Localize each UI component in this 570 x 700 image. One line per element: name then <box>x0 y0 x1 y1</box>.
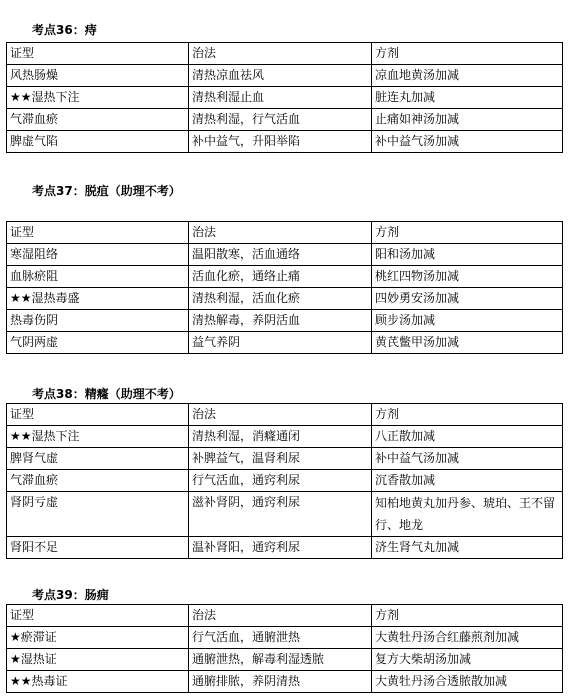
formula-cell: 济生肾气丸加减 <box>372 537 563 559</box>
syndrome-cell: ★湿热证 <box>7 649 189 671</box>
treatment-cell: 滋补肾阴，通窍利尿 <box>189 492 372 537</box>
syndrome-cell: 脾肾气虚 <box>7 448 189 470</box>
treatment-cell: 行气活血，通腑泄热 <box>189 627 372 649</box>
formula-cell: 阳和汤加减 <box>372 244 563 266</box>
table-row <box>7 244 563 266</box>
formula-cell: 四妙勇安汤加减 <box>372 288 563 310</box>
syndrome-table <box>6 604 563 693</box>
syndrome-cell: 气滞血瘀 <box>7 470 189 492</box>
formula-cell: 八正散加减 <box>372 426 563 448</box>
treatment-cell: 补中益气，升阳举陷 <box>189 131 372 153</box>
syndrome-cell: 气滞血瘀 <box>7 109 189 131</box>
table-row <box>7 65 563 87</box>
syndrome-table <box>6 403 563 559</box>
formula-cell: 凉血地黄汤加减 <box>372 65 563 87</box>
syndrome-table <box>6 42 563 153</box>
syndrome-cell: ★★热毒证 <box>7 671 189 693</box>
syndrome-cell: ★★湿热下注 <box>7 426 189 448</box>
header-cell: 方剂 <box>372 605 563 627</box>
treatment-cell: 益气养阴 <box>189 332 372 354</box>
treatment-cell: 清热凉血祛风 <box>189 65 372 87</box>
header-cell: 证型 <box>7 222 189 244</box>
table-row <box>7 627 563 649</box>
section-heading: 考点39：肠痈 <box>32 588 109 602</box>
section-heading: 考点36：痔 <box>32 23 97 37</box>
treatment-cell: 清热利湿，消癃通闭 <box>189 426 372 448</box>
header-cell: 方剂 <box>372 43 563 65</box>
treatment-cell: 清热解毒，养阴活血 <box>189 310 372 332</box>
header-cell: 证型 <box>7 605 189 627</box>
table-row <box>7 288 563 310</box>
table-row <box>7 109 563 131</box>
treatment-cell: 温阳散寒，活血通络 <box>189 244 372 266</box>
formula-cell: 知柏地黄丸加丹参、琥珀、王不留行、地龙 <box>372 492 563 537</box>
table-header-row <box>7 222 563 244</box>
formula-cell: 大黄牡丹汤合红藤煎剂加减 <box>372 627 563 649</box>
table-row <box>7 426 563 448</box>
treatment-cell: 清热利湿，行气活血 <box>189 109 372 131</box>
table-row <box>7 87 563 109</box>
table-row <box>7 266 563 288</box>
formula-cell: 黄芪鳖甲汤加减 <box>372 332 563 354</box>
header-cell: 方剂 <box>372 404 563 426</box>
table-header-row <box>7 404 563 426</box>
syndrome-cell: 热毒伤阴 <box>7 310 189 332</box>
header-cell: 治法 <box>189 222 372 244</box>
table-row <box>7 310 563 332</box>
treatment-cell: 活血化瘀，通络止痛 <box>189 266 372 288</box>
treatment-cell: 温补肾阳，通窍利尿 <box>189 537 372 559</box>
header-cell: 证型 <box>7 43 189 65</box>
syndrome-cell: ★瘀滞证 <box>7 627 189 649</box>
formula-cell: 脏连丸加减 <box>372 87 563 109</box>
treatment-cell: 通腑泄热，解毒利湿透脓 <box>189 649 372 671</box>
table-row <box>7 649 563 671</box>
formula-cell: 止痛如神汤加减 <box>372 109 563 131</box>
table-row <box>7 448 563 470</box>
formula-cell: 沉香散加减 <box>372 470 563 492</box>
header-cell: 方剂 <box>372 222 563 244</box>
formula-cell: 补中益气汤加减 <box>372 131 563 153</box>
table-row <box>7 332 563 354</box>
header-cell: 治法 <box>189 605 372 627</box>
syndrome-table <box>6 221 563 354</box>
syndrome-cell: ★★湿热毒盛 <box>7 288 189 310</box>
table-row <box>7 470 563 492</box>
syndrome-cell: 风热肠燥 <box>7 65 189 87</box>
section-heading: 考点38：精癃（助理不考） <box>32 387 181 401</box>
formula-cell: 补中益气汤加减 <box>372 448 563 470</box>
treatment-cell: 行气活血，通窍利尿 <box>189 470 372 492</box>
treatment-cell: 清热利湿，活血化瘀 <box>189 288 372 310</box>
header-cell: 证型 <box>7 404 189 426</box>
header-cell: 治法 <box>189 404 372 426</box>
syndrome-cell: 肾阳不足 <box>7 537 189 559</box>
syndrome-cell: 脾虚气陷 <box>7 131 189 153</box>
table-header-row <box>7 43 563 65</box>
table-header-row <box>7 605 563 627</box>
table-row <box>7 537 563 559</box>
treatment-cell: 清热利湿止血 <box>189 87 372 109</box>
section-heading: 考点37：脱疽（助理不考） <box>32 184 181 198</box>
formula-cell: 大黄牡丹汤合透脓散加减 <box>372 671 563 693</box>
formula-cell: 复方大柴胡汤加减 <box>372 649 563 671</box>
table-row <box>7 131 563 153</box>
formula-cell: 桃红四物汤加减 <box>372 266 563 288</box>
treatment-cell: 补脾益气，温肾利尿 <box>189 448 372 470</box>
formula-cell: 顾步汤加减 <box>372 310 563 332</box>
syndrome-cell: 肾阴亏虚 <box>7 492 189 537</box>
syndrome-cell: 寒湿阻络 <box>7 244 189 266</box>
table-row <box>7 492 563 537</box>
treatment-cell: 通腑排脓，养阴清热 <box>189 671 372 693</box>
syndrome-cell: 血脉瘀阻 <box>7 266 189 288</box>
table-row <box>7 671 563 693</box>
syndrome-cell: 气阴两虚 <box>7 332 189 354</box>
syndrome-cell: ★★湿热下注 <box>7 87 189 109</box>
header-cell: 治法 <box>189 43 372 65</box>
